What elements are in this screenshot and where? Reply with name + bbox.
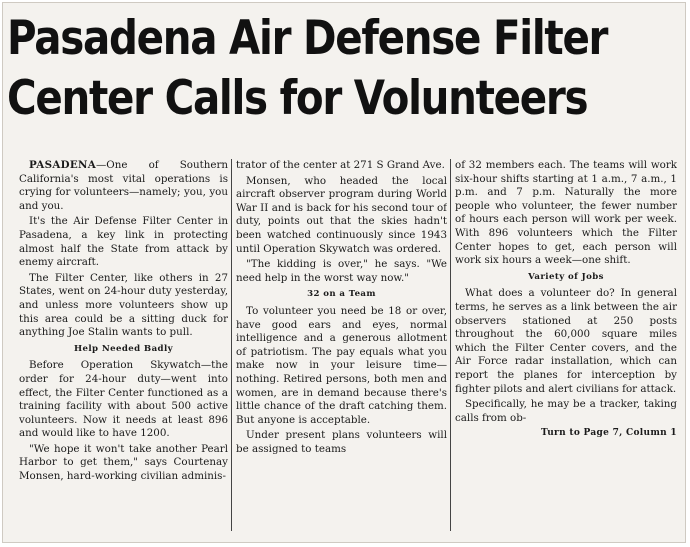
- continuation-line: Turn to Page 7, Column 1: [541, 428, 677, 439]
- paragraph: of 32 members each. The teams will work six-hour shifts starting at 1 a.m., 7 a.m., 1 p.m. and 7 p.m. Naturally the more people who volunteer, the fewer number of hours each person will work per week. With 896 volunteers which the Filter Center hopes to get, each person will work six hours a week—one shift.: [455, 159, 677, 267]
- paragraph: PASADENA—One of Southern California's most vital operations is crying for volunteers—namely; you, you and you.: [19, 159, 228, 212]
- paragraph: The Filter Center, like others in 27 States, went on 24-hour duty yesterday, and unless more volunteers show up this area could be a sitting duck for anything Joe Stalin wants to pull.: [19, 271, 228, 339]
- article-column-2: [236, 159, 447, 535]
- paragraph: trator of the center at 271 S Grand Ave.: [236, 159, 445, 171]
- headline-line-2: Center Calls for Volunteers: [7, 71, 588, 126]
- paragraph: What does a volunteer do? In general terms, he serves as a link between the air observers stationed at 250 posts throughout the 60,000 square miles which the Filter Center covers, and the Air Force radar installation, which can report the planes for interception by fighter pilots and alert civilians for attack.: [455, 287, 677, 395]
- subheading: 32 on a Team: [307, 289, 376, 300]
- paragraph: Specifically, he may be a tracker, taking calls from ob-: [455, 398, 677, 424]
- headline-line-1: Pasadena Air Defense Filter: [7, 11, 608, 66]
- paragraph: "We hope it won't take another Pearl Harbor to get them," says Courtenay Monsen, hard-working civilian adminis-: [19, 442, 228, 483]
- paragraph: "The kidding is over," he says. "We need help in the worst way now.": [236, 258, 447, 284]
- newspaper-clipping: [2, 2, 686, 543]
- paragraph: It's the Air Defense Filter Center in Pasadena, a key link in protecting almost half the State from attack by enemy aircraft.: [19, 215, 228, 269]
- dateline: PASADENA: [29, 159, 96, 171]
- paragraph: Under present plans volunteers will be assigned to teams: [236, 429, 447, 455]
- headline: [7, 9, 608, 129]
- article-column-1: [19, 159, 228, 535]
- subheading: Help Needed Badly: [73, 343, 174, 354]
- paragraph: To volunteer you need be 18 or over, have good ears and eyes, normal intelligence and a generous allotment of patriotism. The pay equals what you make now in your leisure time—nothing. Retired persons, both men and women, are in demand because there's little chance of the draft catching them. But anyone is acceptable.: [236, 304, 447, 426]
- paragraph: Before Operation Skywatch—the order for 24-hour duty—went into effect, the Filter Center functioned as a training facility with about 500 active volunteers. Now it needs at least 896 and would like to have 1200.: [19, 359, 228, 440]
- paragraph: Monsen, who headed the local aircraft observer program during World War II and is back for his second tour of duty, points out that the skies hadn't been watched continuously since 1943 until Operation Skywatch was ordered.: [236, 174, 447, 255]
- subheading: Variety of Jobs: [528, 271, 604, 282]
- column-rule-2: [450, 159, 451, 531]
- column-rule-1: [231, 159, 232, 531]
- article-column-3: [455, 159, 677, 535]
